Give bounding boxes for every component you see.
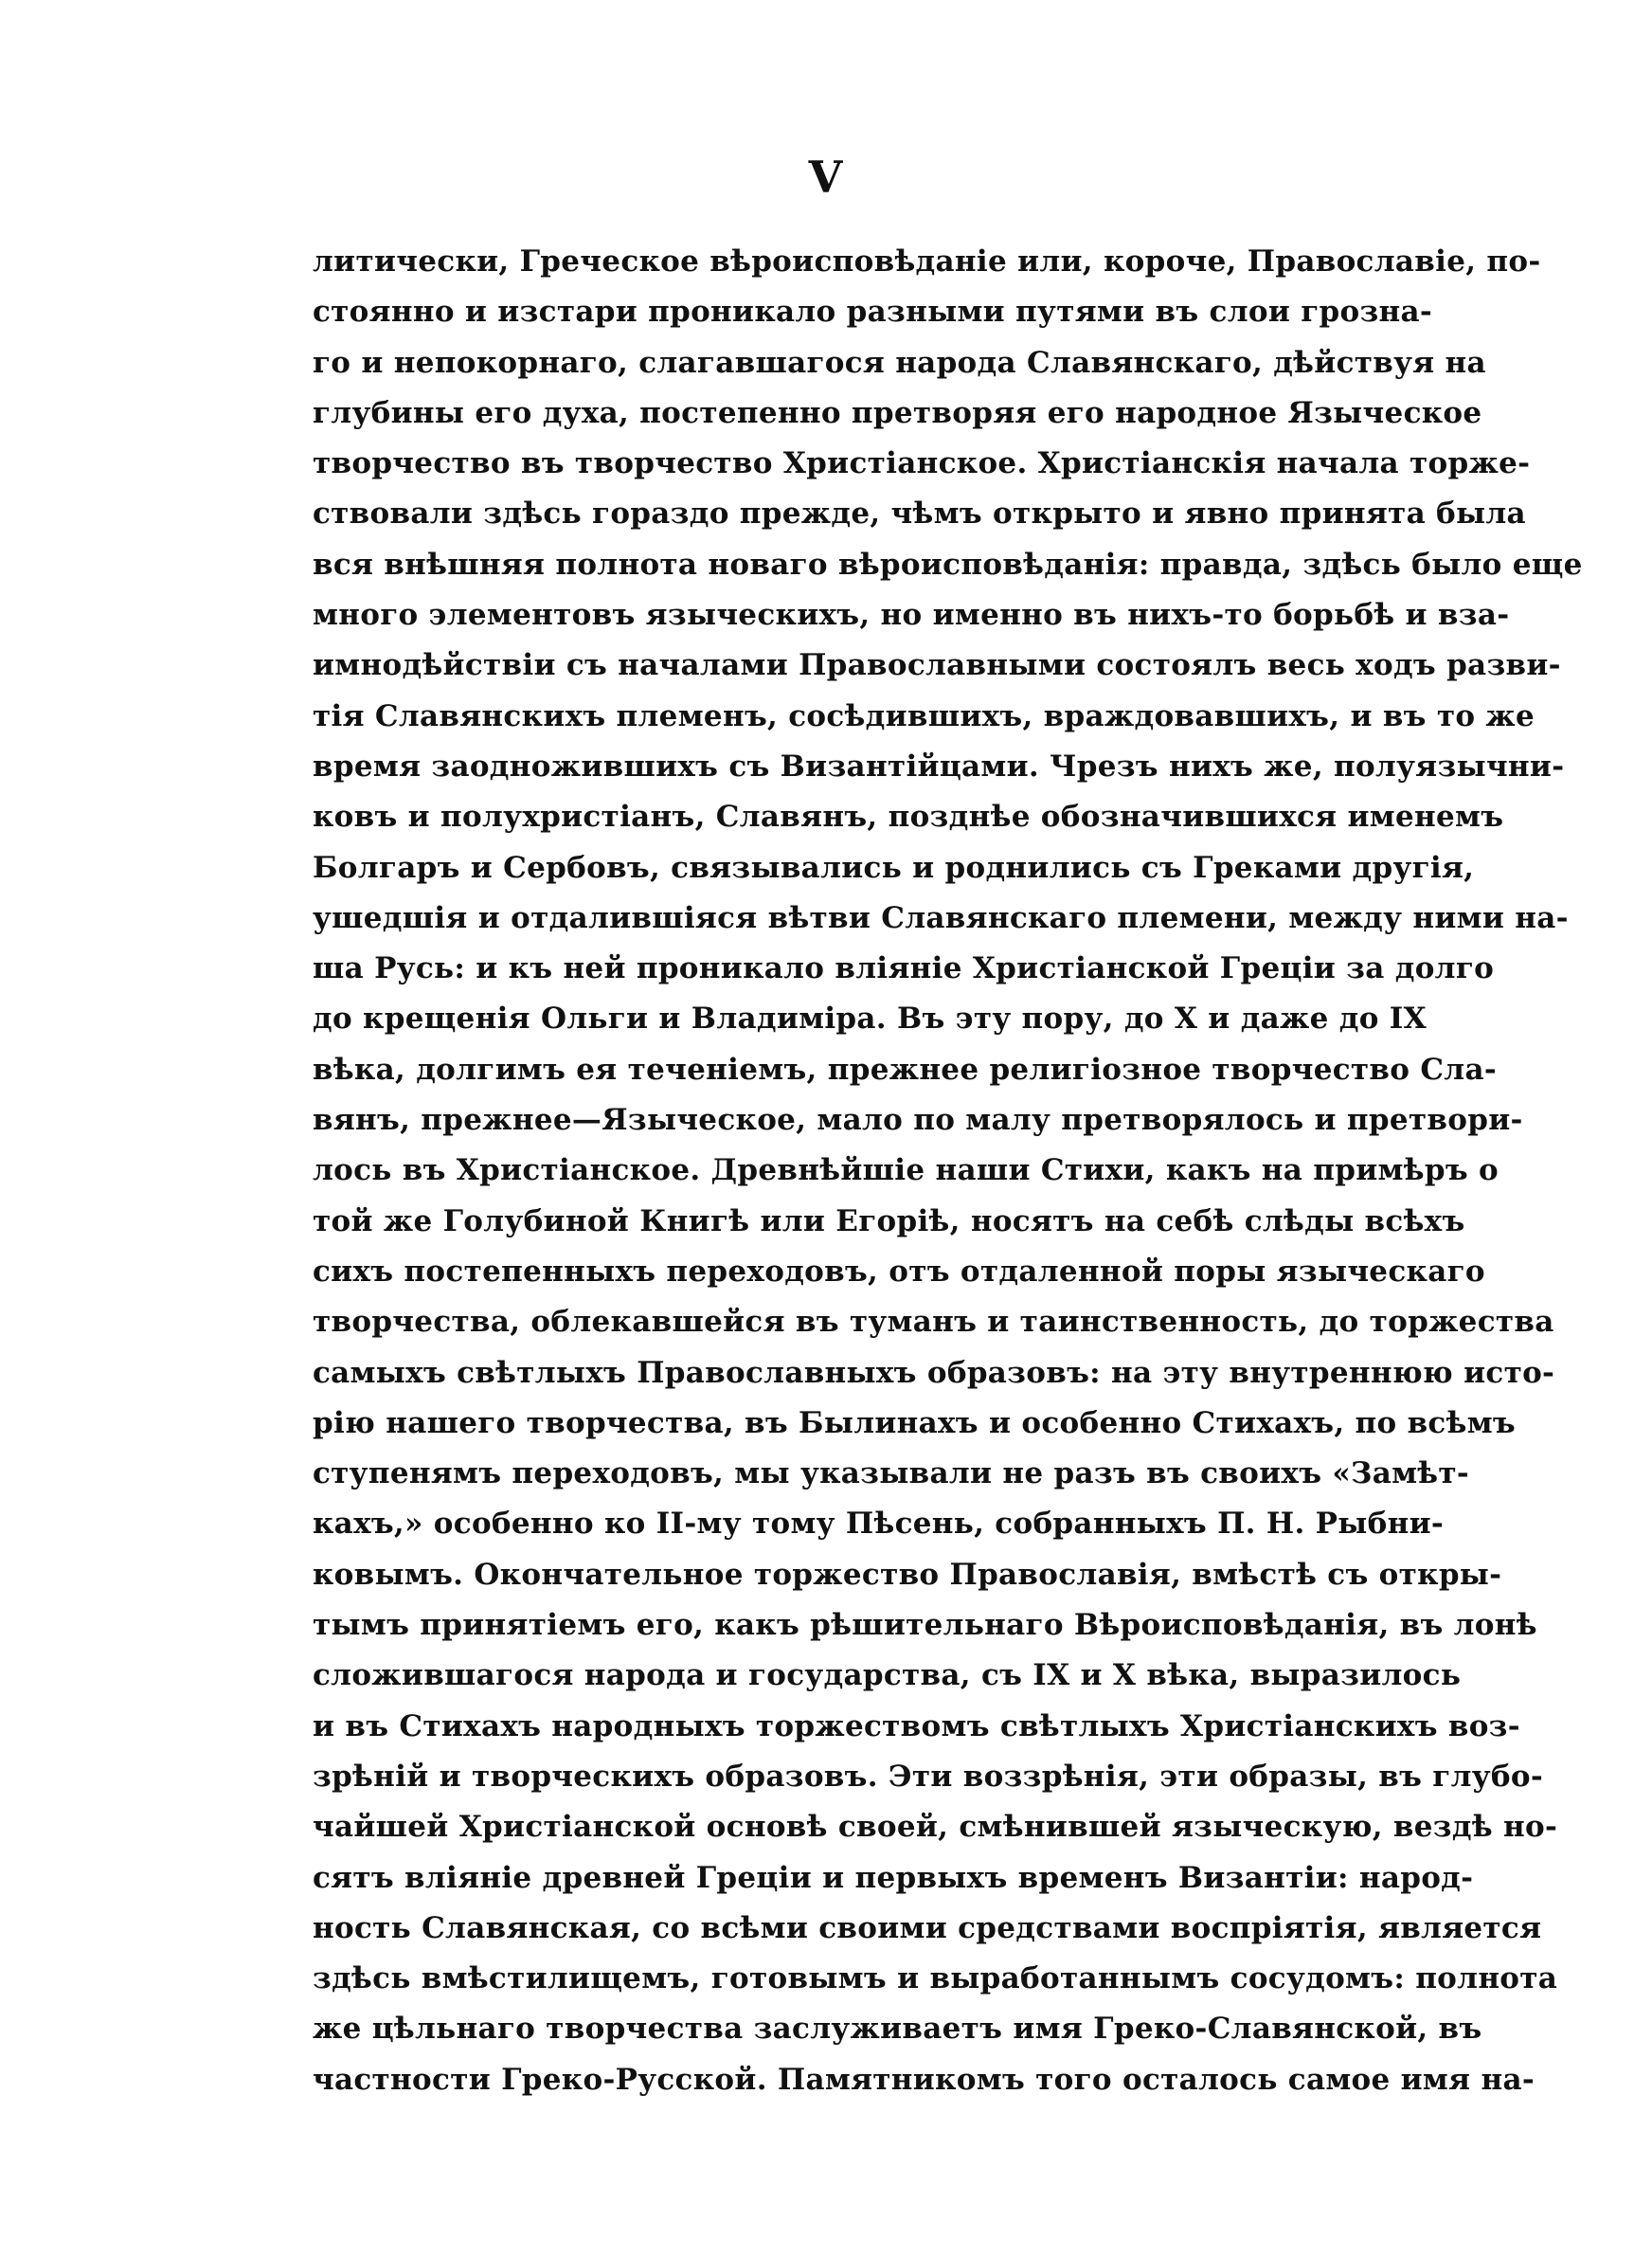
text-line: ность Славянская, со всѣми своими средствами воспріятія, является bbox=[313, 1910, 1542, 1945]
body-text bbox=[313, 237, 1583, 2105]
text-line: ступенямъ переходовъ, мы указывали не разъ въ своихъ «Замѣт- bbox=[313, 1456, 1470, 1491]
text-line: до крещенія Ольги и Владиміра. Въ эту пору, до X и даже до IX bbox=[313, 1002, 1427, 1037]
text-line: рію нашего творчества, въ Былинахъ и особенно Стихахъ, по всѣмъ bbox=[313, 1405, 1517, 1440]
text-line: ковъ и полухристіанъ, Славянъ, позднѣе обозначившихся именемъ bbox=[313, 800, 1504, 835]
text-line: лось въ Христіанское. Древнѣйшіе наши Стихи, какъ на примѣръ о bbox=[313, 1153, 1499, 1188]
text-line: сложившагося народа и государства, съ IX и X вѣка, выразилось bbox=[313, 1658, 1462, 1693]
text-line: тымъ принятіемъ его, какъ рѣшительнаго Вѣроисповѣданія, въ лонѣ bbox=[313, 1608, 1537, 1643]
text-line: вѣка, долгимъ ея теченіемъ, прежнее религіозное творчество Сла- bbox=[313, 1052, 1497, 1087]
text-line: творчество въ творчество Христіанское. Христіанскія начала торже- bbox=[313, 446, 1531, 481]
text-line: и въ Стихахъ народныхъ торжествомъ свѣтлыхъ Христіанскихъ воз- bbox=[313, 1708, 1520, 1743]
text-line: творчества, облекавшейся въ туманъ и таинственность, до торжества bbox=[313, 1305, 1554, 1340]
text-line: частности Греко-Русской. Памятникомъ того осталось самое имя на- bbox=[313, 2062, 1535, 2097]
text-line: ковымъ. Окончательное торжество Православія, вмѣстѣ съ откры- bbox=[313, 1557, 1502, 1592]
text-line: сихъ постепенныхъ переходовъ, отъ отдаленной поры языческаго bbox=[313, 1254, 1485, 1289]
text-line: чайшей Христіанской основѣ своей, смѣнившей языческую, вездѣ но- bbox=[313, 1810, 1558, 1845]
text-line: зрѣній и творческихъ образовъ. Эти воззрѣнія, эти образы, въ глубо- bbox=[313, 1759, 1544, 1794]
text-line: много элементовъ языческихъ, но именно въ нихъ-то борьбѣ и вза- bbox=[313, 598, 1510, 633]
text-line: вся внѣшняя полнота новаго вѣроисповѣданія: правда, здѣсь было еще bbox=[313, 547, 1583, 582]
text-line: той же Голубиной Книгѣ или Егоріѣ, носятъ на себѣ слѣды всѣхъ bbox=[313, 1203, 1465, 1238]
text-line: литически, Греческое вѣроисповѣданіе или, короче, Православіе, по- bbox=[313, 244, 1541, 279]
text-line: тія Славянскихъ племенъ, сосѣдившихъ, враждовавшихъ, и въ то же bbox=[313, 698, 1535, 733]
text-line: ствовали здѣсь гораздо прежде, чѣмъ открыто и явно принята была bbox=[313, 497, 1526, 532]
page-number: V bbox=[808, 152, 844, 203]
text-line: кахъ,» особенно ко II-му тому Пѣсень, собранныхъ П. Н. Рыбни- bbox=[313, 1507, 1445, 1542]
text-line: время заодножившихъ съ Византійцами. Чрезъ нихъ же, полуязычни- bbox=[313, 749, 1565, 784]
text-line: сятъ вліяніе древней Греціи и первыхъ временъ Византіи: народ- bbox=[313, 1860, 1474, 1895]
text-line: здѣсь вмѣстилищемъ, готовымъ и выработаннымъ сосудомъ: полнота bbox=[313, 1961, 1558, 1996]
text-line: ша Русь: и къ ней проникало вліяніе Христіанской Греціи за долго bbox=[313, 951, 1495, 986]
text-line: го и непокорнаго, слагавшагося народа Славянскаго, дѣйствуя на bbox=[313, 345, 1486, 380]
text-line: вянъ, прежнее—Языческое, мало по малу претворялось и претвори- bbox=[313, 1103, 1523, 1138]
text-line: глубины его духа, постепенно претворяя его народное Языческое bbox=[313, 395, 1482, 430]
text-line: стоянно и изстари проникало разными путями въ слои грозна- bbox=[313, 295, 1433, 330]
text-line: ушедшія и отдалившіяся вѣтви Славянскаго племени, между ними на- bbox=[313, 900, 1569, 935]
text-line: Болгаръ и Сербовъ, связывались и роднились съ Греками другія, bbox=[313, 850, 1475, 885]
text-line: самыхъ свѣтлыхъ Православныхъ образовъ: на эту внутреннюю исто- bbox=[313, 1355, 1555, 1390]
text-line: же цѣльнаго творчества заслуживаетъ имя Греко-Славянской, въ bbox=[313, 2012, 1482, 2047]
text-line: имнодѣйствіи съ началами Православными состоялъ весь ходъ разви- bbox=[313, 648, 1561, 683]
